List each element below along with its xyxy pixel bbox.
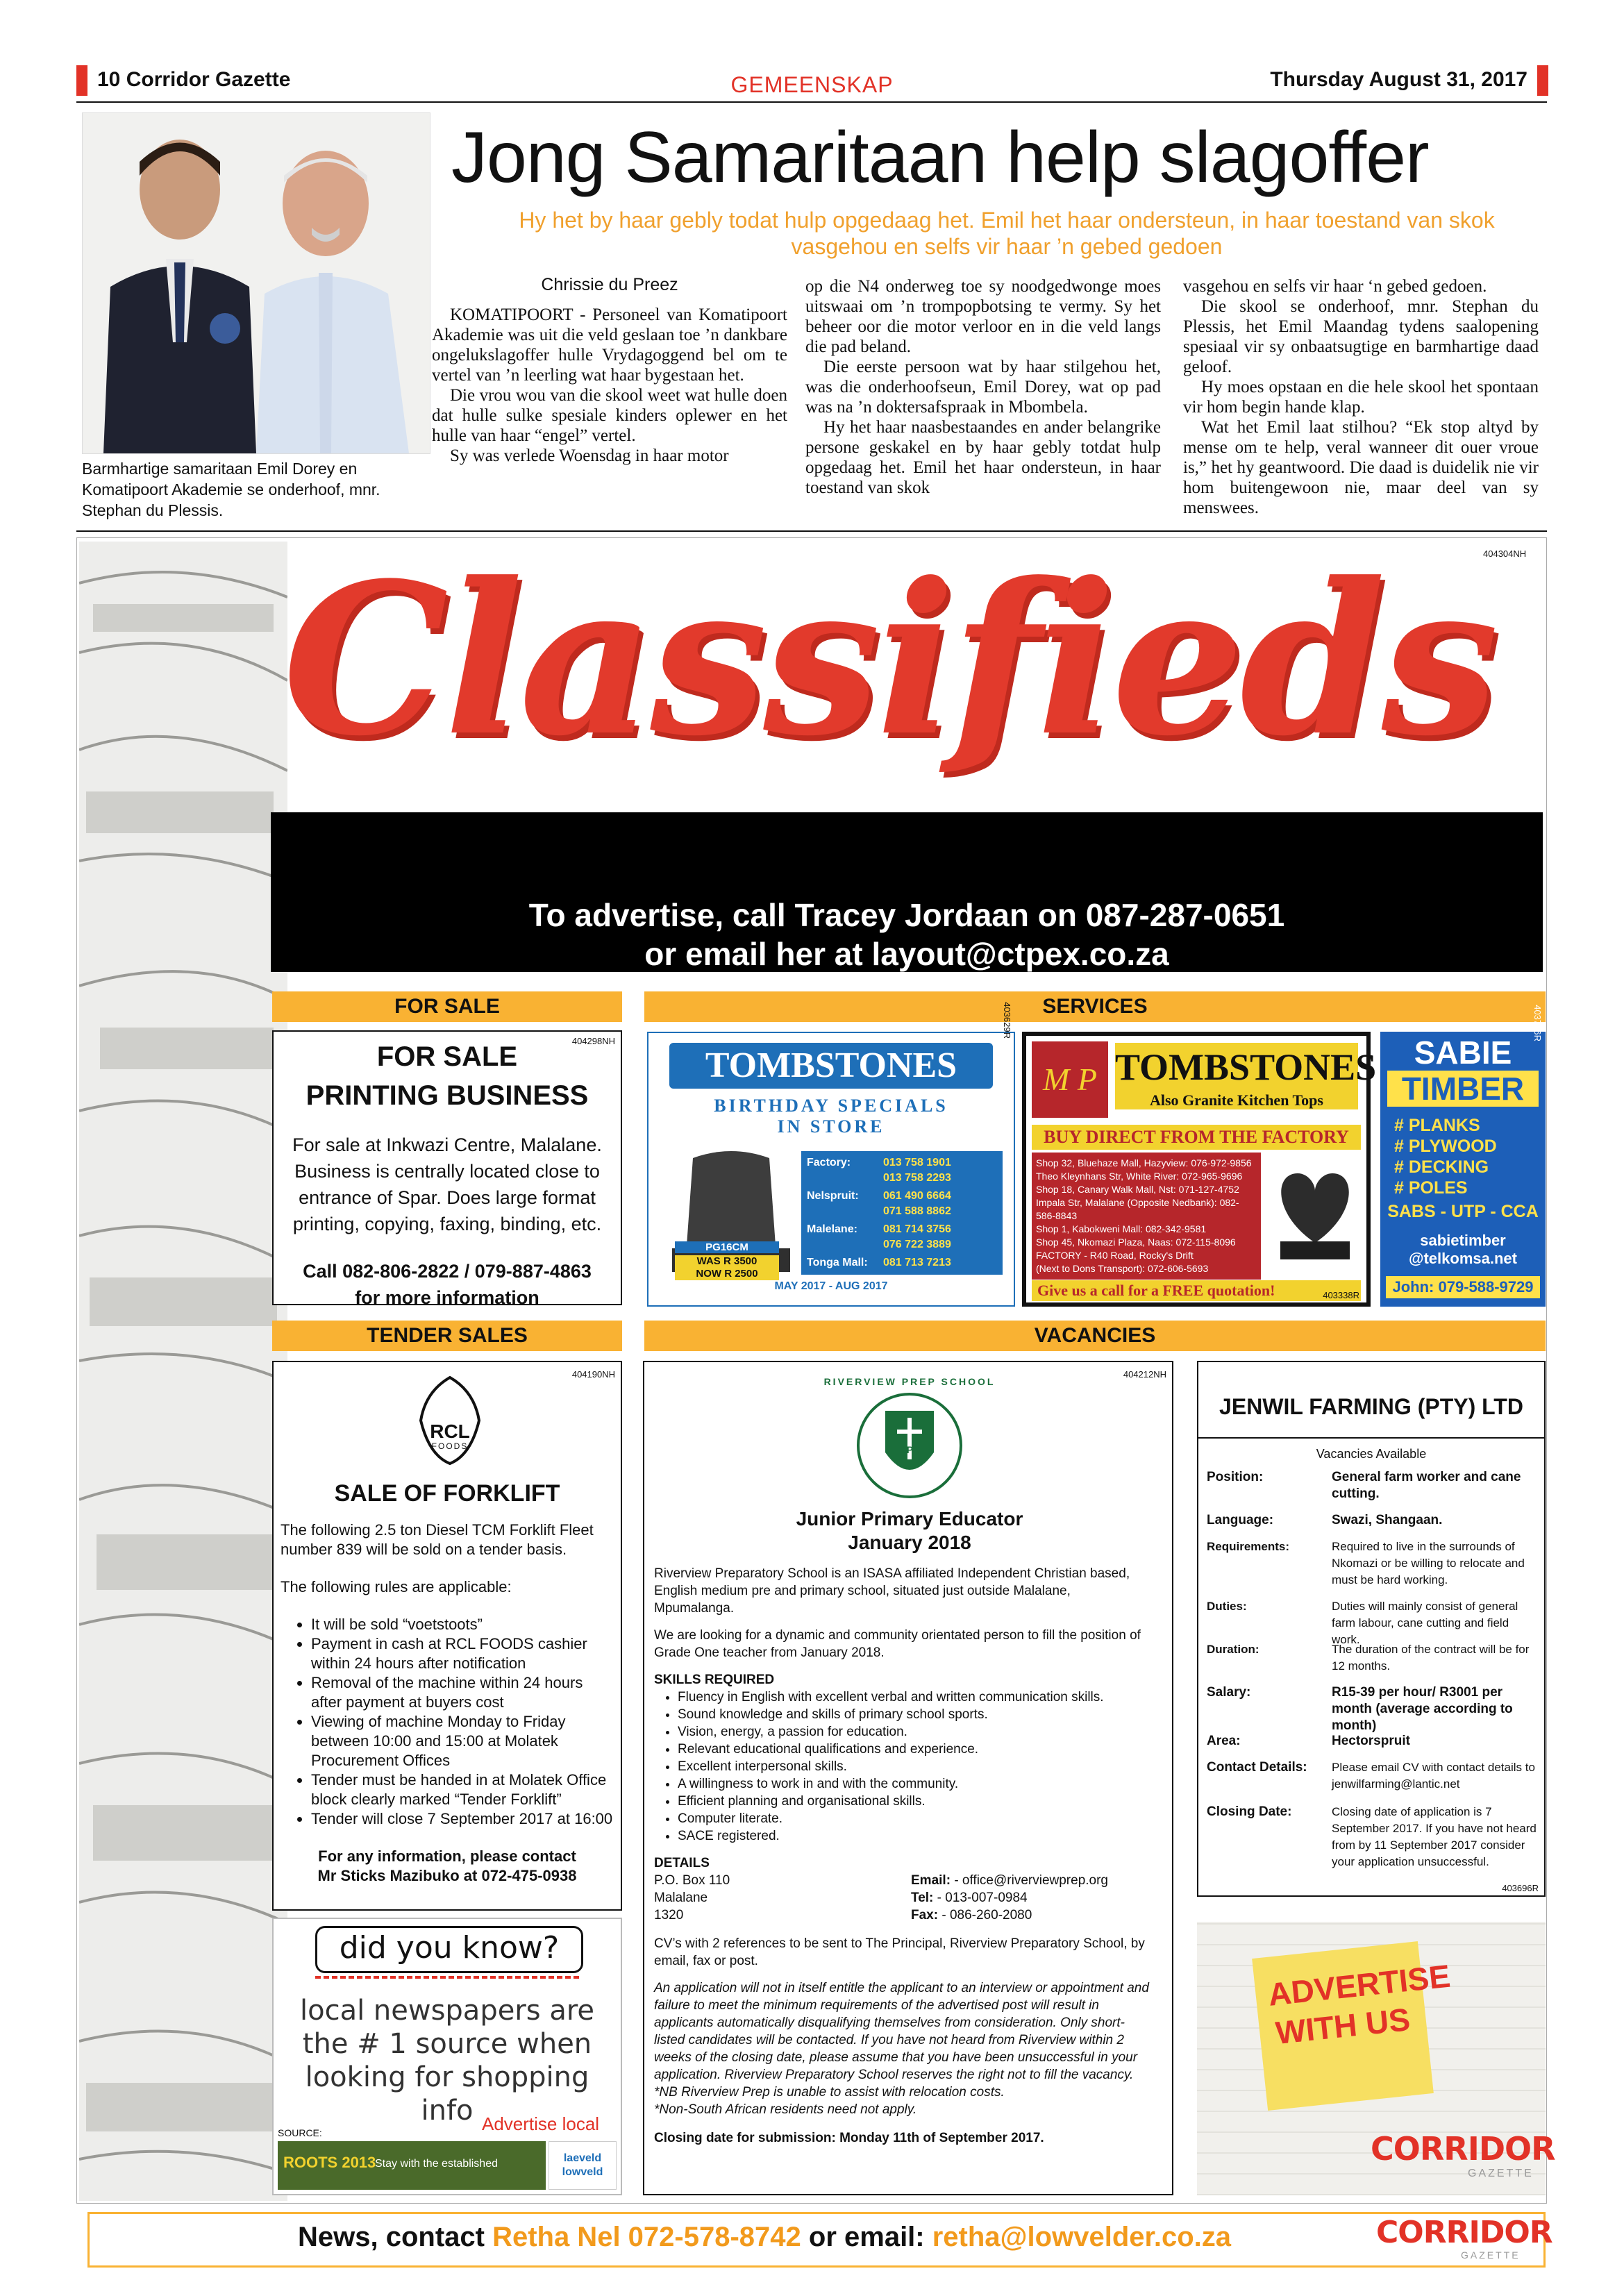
branch-numbers: 081 714 3756 076 722 3889	[883, 1223, 951, 1250]
article-column-2	[805, 276, 1161, 498]
rcl-logo-text: RCL	[430, 1421, 470, 1442]
corridor-logo: CORRIDOR	[1371, 2130, 1555, 2168]
price-tag	[675, 1255, 779, 1280]
ad-riverview-educator	[643, 1361, 1173, 2195]
contact-info	[911, 1872, 1108, 1924]
disclaimer: An application will not in itself entitle the applicant to an interview or appointment and failure to meet the minimum requirements of the advertised post will result in applicants automatically disqualifying themselves from consideration. Only short-listed candidates will be contacted. If you have not heard from Riverview within 2 weeks of the closing date, please assume that you have been unsuccessful in your application. Riverview Preparatory School reserves the right not to fill the vacancy.	[654, 1981, 1149, 2082]
sticky-note-text: ADVERTISE WITH US	[1266, 1957, 1453, 2052]
footer-email[interactable]: retha@lowvelder.co.za	[932, 2222, 1232, 2252]
mp-logo: M P	[1032, 1041, 1108, 1118]
advertise-line-1: To advertise, call Tracey Jordaan on 087-287-0651	[528, 897, 1285, 933]
price-now: NOW R 2500	[696, 1268, 758, 1280]
classifieds-title: Classifieds	[283, 537, 1495, 782]
shop-list	[1032, 1153, 1261, 1280]
ad-for-sale-printing	[272, 1030, 622, 1308]
ad-tender-forklift	[272, 1361, 622, 1911]
skills-title: SKILLS REQUIRED	[654, 1673, 775, 1687]
row-value: Duties will mainly consist of general farm labour, cane cutting and field work.	[1332, 1600, 1518, 1646]
paragraph: Hy het haar naasbestaandes en ander belangrike persone geskakel en by haar gebly totdat hulp opgedaag het. Emil het haar ondersteun, in haar toestand van skok	[805, 418, 1161, 497]
rules-intro: The following rules are applicable:	[281, 1578, 512, 1595]
postal-address	[654, 1872, 911, 1924]
branch-numbers: 061 490 6664 071 588 8862	[883, 1190, 951, 1217]
branch-label: Tonga Mall:	[807, 1257, 868, 1268]
quotation-footer: Give us a call for a FREE quotation!	[1032, 1280, 1361, 1301]
ad-subtitle: Also Granite Kitchen Tops	[1115, 1091, 1358, 1109]
vacancy-body	[654, 1565, 1154, 2147]
skill-item: • Sound knowledge and skills of primary school sports.	[678, 1706, 1154, 1723]
did-you-know-body: local newspapers are the # 1 source when looking for shopping info	[299, 1995, 595, 2127]
ad-subtitle: January 2018	[848, 1532, 971, 1553]
paragraph: op die N4 onderweg toe sy noodgedwonge moes uitswaai om ’n trompopbotsing te vermy. Sy het beheer oor die motor verloor en in die veld langs die pad beland.	[805, 277, 1161, 356]
ad-ref: 403776R	[1532, 1005, 1543, 1041]
intro-paragraph: Riverview Preparatory School is an ISASA affiliated Independent Christian based, English medium pre and primary school, situated just outside Malalane, Mpumalanga.	[654, 1566, 1130, 1616]
phone-line: John: 079-588-9729	[1386, 1276, 1540, 1298]
ad-title: Junior Primary Educator	[796, 1508, 1023, 1530]
row-value: Swazi, Shangaan.	[1332, 1513, 1443, 1527]
advertise-band-text	[271, 896, 1543, 973]
section-label: GEMEENSKAP	[730, 72, 894, 97]
ad-more-info: for more information	[355, 1287, 539, 1308]
row-key: Closing Date:	[1207, 1804, 1292, 1819]
advertise-with-us-ad	[1197, 1922, 1555, 2195]
article-photo	[82, 112, 430, 454]
footer-prefix: News, contact	[297, 2222, 493, 2252]
email-label: Email:	[911, 1873, 951, 1888]
shop-line: Impala Str, Malalane (Opposite Nedbank): 082-586-8843	[1036, 1197, 1239, 1221]
ad-sabie-timber	[1380, 1005, 1546, 1307]
nb-residents: *Non-South African residents need not apply.	[654, 2102, 917, 2117]
did-you-know-title: did you know?	[315, 1926, 583, 1973]
ad-subtitle: PRINTING BUSINESS	[305, 1080, 589, 1111]
lowvelder-logo: laeveld lowveld	[549, 2141, 617, 2190]
footer-logo: CORRIDOR	[1376, 2215, 1552, 2250]
advertise-local: Advertise local	[482, 2113, 600, 2134]
rule-item: • It will be sold “voetstoots”	[311, 1615, 614, 1634]
details-title: DETAILS	[654, 1856, 710, 1870]
contact-line-2: Mr Sticks Mazibuko at 072-475-0938	[317, 1867, 577, 1884]
nb-relocation: *NB Riverview Prep is unable to assist with relocation costs.	[654, 2085, 1005, 2100]
page-number-title: 10 Corridor Gazette	[97, 68, 291, 91]
tender-body	[281, 1520, 614, 1886]
row-value: Required to live in the surrounds of Nkomazi or be willing to relocate and must be hard working.	[1332, 1540, 1525, 1586]
vacancy-row	[1207, 1684, 1540, 1733]
product-item: # PLYWOOD	[1394, 1137, 1497, 1156]
price-was: WAS R 3500	[696, 1255, 757, 1267]
rules-list	[281, 1615, 614, 1829]
ad-ref: 404190NH	[571, 1369, 615, 1380]
advertise-line-2: or email her at layout@ctpex.co.za	[644, 936, 1169, 972]
skill-item: • Vision, energy, a passion for education.	[678, 1723, 1154, 1741]
branch-numbers: 013 758 1901 013 758 2293	[883, 1157, 951, 1184]
article-column-1	[432, 275, 787, 466]
shop-line: Shop 45, Nkomazi Plaza, Naas: 072-115-8096	[1036, 1237, 1236, 1248]
ad-title: JENWIL FARMING (PTY) LTD	[1219, 1394, 1523, 1419]
tel-value: - 013-007-0984	[937, 1891, 1028, 1905]
sabs-line: SABS - UTP - CCA	[1387, 1202, 1539, 1221]
ad-title: SABIE	[1414, 1034, 1512, 1071]
paragraph: Die eerste persoon wat by haar stilgehou het, was die onderhoofseun, Emil Dorey, wat op pad was na ’n doktersafspraak in Mbombela.	[805, 358, 1161, 417]
ad-ref: 404298NH	[571, 1036, 615, 1046]
branch-list	[801, 1151, 1003, 1275]
did-you-know-ad	[272, 1918, 622, 2195]
skill-item: • Relevant educational qualifications and experience.	[678, 1741, 1154, 1758]
paragraph: Wat het Emil laat stilhou? “Ek stop altyd by mense om te help, veral wanneer dit ouer vroue is,” het hy geantwoord. Die daad is duidelik nie vir hom buitengewoon nie, maar deel van sy menswees.	[1183, 418, 1539, 517]
ad-ref: 404212NH	[1123, 1369, 1166, 1380]
row-value: Closing date of application is 7 September 2017. If you have not heard from by 11 September 2017 consider your application unsuccessful.	[1332, 1805, 1537, 1868]
byline: Chrissie du Preez	[541, 275, 678, 294]
closing-date: Closing date for submission: Monday 11th of September 2017.	[654, 2131, 1044, 2145]
factory-banner: BUY DIRECT FROM THE FACTORY	[1032, 1125, 1361, 1150]
rule-item: • Tender will close 7 September 2017 at 16:00	[311, 1809, 614, 1829]
ad-title: TOMBSTONES	[1115, 1043, 1358, 1091]
model-tag: PG16CM	[675, 1241, 779, 1253]
vacancy-row	[1207, 1641, 1540, 1676]
branch-label: Malelane:	[807, 1223, 857, 1235]
article-column-3	[1183, 276, 1539, 518]
crest-label: RPS	[899, 1444, 920, 1455]
title-rule	[1198, 1437, 1544, 1439]
section-bar-services: SERVICES	[644, 991, 1546, 1022]
row-value: Please email CV with contact details to jenwilfarming@lantic.net	[1332, 1761, 1535, 1791]
specials-line-1: BIRTHDAY SPECIALS	[714, 1096, 948, 1116]
fax-label: Fax:	[911, 1908, 939, 1922]
skill-item: • Fluency in English with excellent verbal and written communication skills.	[678, 1689, 1154, 1706]
ad-title: SALE OF FORKLIFT	[334, 1480, 560, 1507]
rule-item: • Viewing of machine Monday to Friday between 10:00 and 15:00 at Molatek Procurement Offices	[311, 1712, 614, 1770]
cv-instructions: CV’s with 2 references to be sent to The Principal, Riverview Preparatory School, by email, fax or post.	[654, 1936, 1145, 1968]
validity-dates: MAY 2017 - AUG 2017	[774, 1280, 888, 1292]
ad-tombstones-factory	[1022, 1032, 1377, 1307]
rcl-logo-sub: FOODS	[431, 1441, 469, 1451]
product-list	[1380, 1107, 1546, 1198]
photo-caption: Barmhartige samaritaan Emil Dorey en Komatipoort Akademie se onderhoof, mnr. Stephan du Plessis.	[82, 460, 380, 519]
skill-item: • Efficient planning and organisational skills.	[678, 1793, 1154, 1810]
article-headline: Jong Samaritaan help slagoffer	[451, 117, 1429, 198]
sticky-note	[1252, 1941, 1453, 2111]
vacancy-row	[1207, 1759, 1540, 1794]
ad-ref: 404304NH	[1483, 548, 1527, 559]
paragraph: Die vrou wou van die skool weet wat hulle doen dat hulle sulke spesiale kinders oplewer en het hulle van haar “engel” vertel.	[432, 386, 787, 445]
section-bar-tender-sales: TENDER SALES	[272, 1321, 622, 1351]
address-line: 1320	[654, 1908, 684, 1922]
footer-logo-sub: GAZETTE	[1461, 2249, 1521, 2261]
shop-line: (Next to Dons Transport): 072-606-5693	[1036, 1263, 1209, 1274]
shop-line: Shop 32, Bluehaze Mall, Hazyview: 076-972-9856	[1036, 1157, 1252, 1168]
row-key: Salary:	[1207, 1685, 1251, 1700]
ad-subtitle: TIMBER	[1387, 1071, 1539, 1107]
tagline: Stay with the established	[375, 2158, 498, 2170]
skill-item: • Computer literate.	[678, 1810, 1154, 1827]
branch-label: Factory:	[807, 1157, 851, 1168]
address-line: Malalane	[654, 1891, 708, 1905]
photo-illustration	[83, 113, 430, 453]
ad-subtitle: Vacancies Available	[1316, 1447, 1427, 1461]
tel-label: Tel:	[911, 1891, 934, 1905]
paragraph: Die skool se onderhoof, mnr. Stephan du Plessis, het Emil Maandag tydens saalopening spesiaal vir sy onbaatsugtige en barmhartige daad geloof.	[1183, 297, 1539, 376]
shop-line: Shop 1, Kabokweni Mall: 082-342-9581	[1036, 1223, 1207, 1234]
branch-label: Nelspruit:	[807, 1190, 859, 1202]
ad-ref: 403696R	[1502, 1883, 1539, 1893]
fax-value: - 086-260-2080	[941, 1908, 1032, 1922]
paragraph: Sy was verlede Woensdag in haar motor	[450, 446, 729, 465]
product-item: # DECKING	[1394, 1157, 1489, 1177]
paragraph: vasgehou en selfs vir haar ‘n gebed gedoen.	[1183, 277, 1487, 296]
roots-label: ROOTS 2013	[283, 2154, 376, 2171]
section-bar-vacancies: VACANCIES	[644, 1321, 1546, 1351]
school-name: RIVERVIEW PREP SCHOOL	[823, 1376, 996, 1387]
skill-item: • A willingness to work in and with the community.	[678, 1775, 1154, 1793]
footer-contact-name: Retha Nel 072-578-8742	[492, 2222, 801, 2252]
rule-item: • Payment in cash at RCL FOODS cashier within 24 hours after notification	[311, 1634, 614, 1673]
email-line-1: sabietimber	[1420, 1232, 1506, 1249]
ad-ref: 403338R	[1323, 1290, 1359, 1300]
vacancy-row	[1207, 1804, 1540, 1880]
row-key: Position:	[1207, 1470, 1264, 1484]
specials-line-2: IN STORE	[777, 1116, 885, 1137]
vacancy-row	[1207, 1512, 1540, 1530]
ad-ref: 403629R	[1002, 1002, 1012, 1039]
paragraph: Hy moes opstaan en die hele skool het spontaan vir hom begin hande klap.	[1183, 378, 1539, 417]
header-accent-right	[1537, 65, 1548, 96]
row-key: Duties:	[1207, 1600, 1247, 1613]
row-value: Hectorspruit	[1332, 1734, 1410, 1748]
skills-list	[654, 1689, 1154, 1845]
shop-line: FACTORY - R40 Road, Rocky's Drift	[1036, 1250, 1194, 1261]
dashed-divider	[315, 1976, 579, 1979]
tender-intro: The following 2.5 ton Diesel TCM Forklift Fleet number 839 will be sold on a tender basis.	[281, 1521, 594, 1558]
skill-item: • Excellent interpersonal skills.	[678, 1758, 1154, 1775]
vacancy-row	[1207, 1539, 1540, 1590]
vacancy-row	[1207, 1598, 1540, 1646]
email-line-2: @telkomsa.net	[1409, 1250, 1517, 1267]
row-key: Area:	[1207, 1734, 1241, 1748]
row-value: General farm worker and cane cutting.	[1332, 1470, 1521, 1501]
rule-item: • Removal of the machine within 24 hours after payment at buyers cost	[311, 1673, 614, 1712]
source-banner	[278, 2141, 546, 2190]
heart-tombstone-image	[1266, 1159, 1364, 1264]
details-block	[654, 1872, 1154, 1924]
row-value: R15-39 per hour/ R3001 per month (average according to month)	[1332, 1685, 1513, 1733]
row-key: Contact Details:	[1207, 1760, 1307, 1775]
position-paragraph: We are looking for a dynamic and community orientated person to fill the position of Grade One teacher from January 2018.	[654, 1628, 1141, 1660]
footer-mid: or email:	[801, 2222, 932, 2252]
issue-date: Thursday August 31, 2017	[1270, 68, 1527, 91]
ad-body: For sale at Inkwazi Centre, Malalane. Business is centrally located close to entrance of Spar. Does large format printing, copying, faxing, binding, etc.	[292, 1134, 602, 1234]
skill-item: • SACE registered.	[678, 1827, 1154, 1845]
row-value: The duration of the contract will be for 12 months.	[1332, 1643, 1530, 1673]
vacancy-row	[1207, 1733, 1540, 1751]
ad-tombstones-specials	[647, 1002, 1015, 1307]
header-rule	[76, 101, 1547, 103]
rule-item: • Tender must be handed in at Molatek Office block clearly marked “Tender Forklift”	[311, 1770, 614, 1809]
shop-line: Theo Kleynhans Str, White River: 072-965-9696	[1036, 1171, 1243, 1182]
article-subhead: Hy het by haar gebly todat hulp opgedaag het. Emil het haar ondersteun, in haar toestand van skok vasgehou en selfs vir haar ’n gebed gedoen	[519, 208, 1495, 259]
product-item: # POLES	[1394, 1178, 1468, 1198]
row-key: Duration:	[1207, 1643, 1259, 1656]
section-bar-for-sale: FOR SALE	[272, 991, 622, 1022]
vacancy-row	[1207, 1469, 1540, 1504]
ad-jenwil-farming	[1197, 1361, 1546, 1897]
contact-line-1: For any information, please contact	[318, 1847, 576, 1865]
row-key: Requirements:	[1207, 1540, 1290, 1553]
ad-phone: Call 082-806-2822 / 079-887-4863	[303, 1261, 592, 1282]
email-value[interactable]: - office@riverviewprep.org	[954, 1873, 1108, 1888]
news-contact-text	[87, 2222, 1441, 2253]
product-item: # PLANKS	[1394, 1116, 1480, 1135]
newspaper-stack-illustration	[79, 542, 287, 2201]
address-line: P.O. Box 110	[654, 1873, 730, 1888]
branch-numbers: 081 713 7213	[883, 1257, 951, 1268]
source-label: SOURCE:	[278, 2127, 322, 2138]
ad-title: FOR SALE	[376, 1041, 518, 1072]
paragraph: KOMATIPOORT - Personeel van Komatipoort Akademie was uit die veld geslaan toe ’n dankbare ongelukslagoffer hulle Vrydagoggend bel om te vertel van ’n leerling wat haar bygestaan het.	[432, 305, 787, 385]
shop-line: Shop 18, Canary Walk Mall, Nst: 071-127-4752	[1036, 1184, 1239, 1195]
row-key: Language:	[1207, 1513, 1274, 1527]
corridor-logo-sub: GAZETTE	[1468, 2168, 1534, 2179]
ad-title: TOMBSTONES	[669, 1043, 993, 1089]
